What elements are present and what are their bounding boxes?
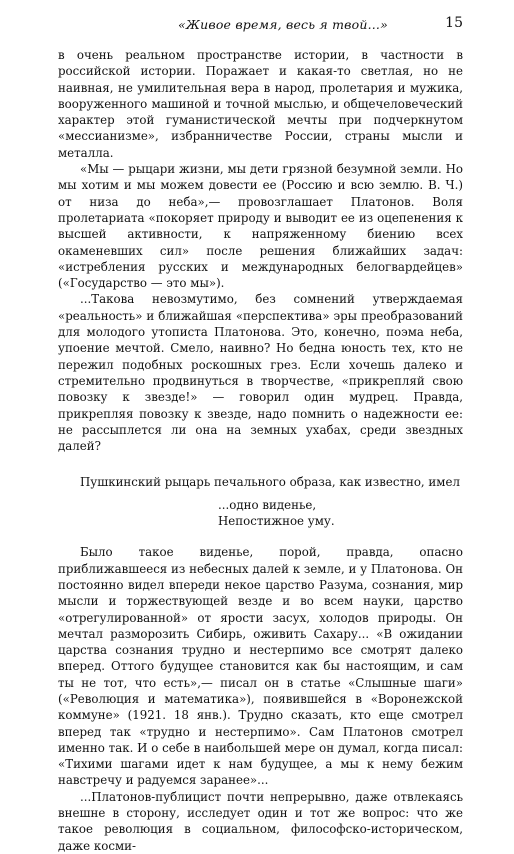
paragraph-5: Было такое виденье, порой, правда, опасно приближавшееся из небесных далей к земле, и у Платонова. Он постоянно видел впереди некое царство Разума, сознания, мир мысли и торжествующей везде и во всем науки, царство «отрегулированной» от ярости засух, холодов природы. Он мечтал разморозить Сибирь, оживить Сахару... «В ожидании царства сознания трудно и нестерпимо все смотрят далеко вперед. Оттого будущее становится как бы настоящим, и сам ты не тот, что есть»,— писал он в статье «Слышные шаги» («Революция и математика»), появившейся в «Воронежской коммуне» (1921. 18 янв.). Трудно сказать, кто еще смотрел вперед так «трудно и нестерпимо». Сам Платонов смотрел именно так. И о себе в наибольшей мере он думал, когда писал: «Тихими шагами идет к нам будущее, а мы к нему бежим навстречу и радуемся заранее»... xyxy=(58,545,463,788)
paragraph-1: в очень реальном пространстве истории, в частности в российской истории. Поражает и какая-то светлая, но не наивная, не умилительная вера в народ, пролетария и мужика, вооруженного машиной и точной мыслью, и общечеловеческий характер этой гуманистической мечты при подчеркнутом «мессианизме», избранничестве России, страны мысли и металла. xyxy=(58,48,463,160)
paragraph-3: ...Такова невозмутимо, без сомнений утверждаемая «реальность» и ближайшая «перспектива» эры преобразований для молодого утописта Платонова. Это, конечно, поэма неба, упоение мечтой. Смело, наивно? Но бедна юность тех, кто не пережил подобных роскошных грез. Если хочешь далеко и стремительно продвинуться в творчестве, «прикрепляй свою повозку к звезде!» — говорил один мудрец. Правда, прикрепляя повозку к звезде, надо помнить о надежности ее: не рассыплется ли она на земных ухабах, среди звездных далей? xyxy=(58,292,463,454)
paragraph-4: Пушкинский рыцарь печального образа, как известно, имел xyxy=(80,475,460,490)
running-title: «Живое время, весь я твой...» xyxy=(178,17,388,32)
page-header xyxy=(0,0,514,40)
epigraph xyxy=(218,497,463,530)
epigraph-line-1: ...одно виденье, xyxy=(218,497,317,512)
paragraph-2: «Мы — рыцари жизни, мы дети грязной безумной земли. Но мы хотим и мы можем довести ее (Россию и всю землю. В. Ч.) от низа до неба»,— провозглашает Платонов. Воля пролетариата «покоряет природу и выводит ее из оцепенения к высшей активности, к напряженному биению всех окаменевших сил» после решения ближайших задач: «истребления русских и международных белогвардейцев» («Государство — это мы»). xyxy=(58,162,463,291)
body-text xyxy=(58,47,463,854)
paragraph-6: ...Платонов-публицист почти непрерывно, даже отвлекаясь внешне в сторону, исследует один и тот же вопрос: что же такое революция в социальном, философско-историческом, даже косми- xyxy=(58,789,463,853)
epigraph-line-2: Непостижное уму. xyxy=(218,514,335,529)
page-number: 15 xyxy=(445,15,463,31)
